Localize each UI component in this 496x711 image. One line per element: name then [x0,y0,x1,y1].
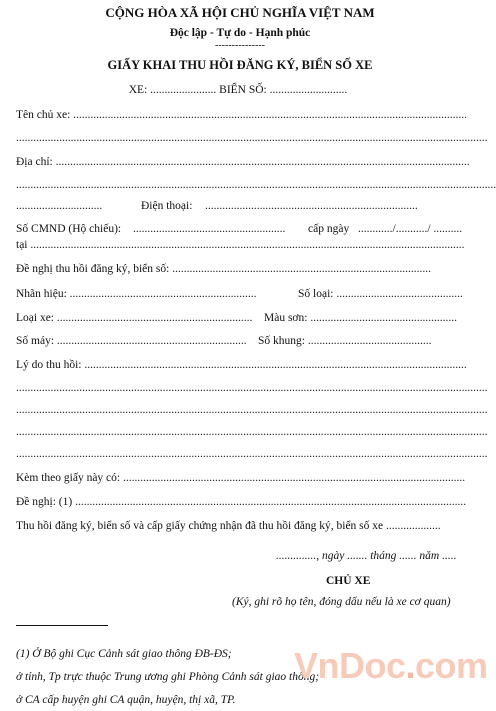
reason-blank-line: .................................................................................................................................................................... [16,448,488,460]
header-divider: --------------- [215,40,265,51]
reason-blank-line: .................................................................................................................................................................... [16,382,488,394]
phone-label: Điện thoại: [141,200,193,212]
motto: Độc lập - Tự do - Hạnh phúc [169,27,311,39]
id-number-label: Số CMND (Hộ chiếu): [16,223,122,235]
signature-title: CHỦ XE [326,575,371,587]
footnote-line: (1) Ở Bộ ghi Cục Cảnh sát giao thông ĐB-ĐS; [16,648,232,660]
reason-blank-line: .................................................................................................................................................................... [16,404,488,416]
attachments-field: Kèm theo giấy này có: ....................................................................................................................... [16,472,466,484]
id-number-value: ..................................................... [133,223,286,235]
chassis-number-field: Số khung: ........................................... [258,335,432,347]
owner-name-field: Tên chủ xe: ......................................................................................................................................... [16,109,468,121]
date-line: .............., ngày ....... tháng ...... năm ..... [276,550,457,562]
footnote-line: ở tỉnh, Tp trực thuộc Trung ương ghi Phòng Cảnh sát giao thông; [16,671,320,683]
issue-date-value: ............/.........../ .......... [358,223,463,235]
watermark-dot: . [405,645,416,686]
reason-blank-line: .................................................................................................................................................................... [16,426,488,438]
vehicle-type-field: Loại xe: .................................................................... [16,312,253,324]
footnote-line: ở CA cấp huyện ghi CA quận, huyện, thị xã, TP. [16,694,236,706]
watermark-tld: com [415,645,488,686]
phone-value: .......................................................................... [205,200,418,212]
signature-note: (Ký, ghi rõ họ tên, đóng dấu nếu là xe cơ quan) [232,596,451,608]
owner-name-continued: .................................................................................................................................................................... [16,132,488,144]
nation-heading: CỘNG HÒA XÃ HỘI CHỦ NGHĨA VIỆT NAM [105,5,375,20]
vehicle-plate-line: XE: ....................... BIỂN SỐ: ........................... [128,84,348,96]
request-plate-field: Đề nghị thu hồi đăng ký, biển số: .......................................................................................... [16,263,431,275]
request-note-field: Đề nghị: (1) ........................................................................................................................................ [16,496,467,508]
document-title: GIẤY KHAI THU HỒI ĐĂNG KÝ, BIỂN SỐ XE [107,58,373,72]
engine-number-field: Số máy: .................................................................. [16,335,247,347]
watermark-name: VnDoc [294,645,406,686]
phone-leading-dots: .............................. [16,200,103,212]
brand-field: Nhãn hiệu: ................................................................. [16,288,257,300]
issued-at-field: tại ....................................................................................................................................................... [16,239,465,251]
address-field: Địa chỉ: ................................................................................................................................................ [16,156,470,168]
issue-date-label: cấp ngày [308,223,350,235]
address-continued: ....................................................................................................................................................................... [16,179,496,191]
model-field: Số loại: ............................................ [298,288,463,300]
footnote-rule [16,625,108,626]
revoke-statement: Thu hồi đăng ký, biển số và cấp giấy chứng nhận đã thu hồi đăng ký, biển số xe ................... [16,520,441,532]
paint-color-field: Màu sơn: ................................................... [264,312,457,324]
reason-field: Lý do thu hồi: ..................................................................................................................................... [16,359,467,371]
vndoc-watermark-logo [294,646,488,686]
